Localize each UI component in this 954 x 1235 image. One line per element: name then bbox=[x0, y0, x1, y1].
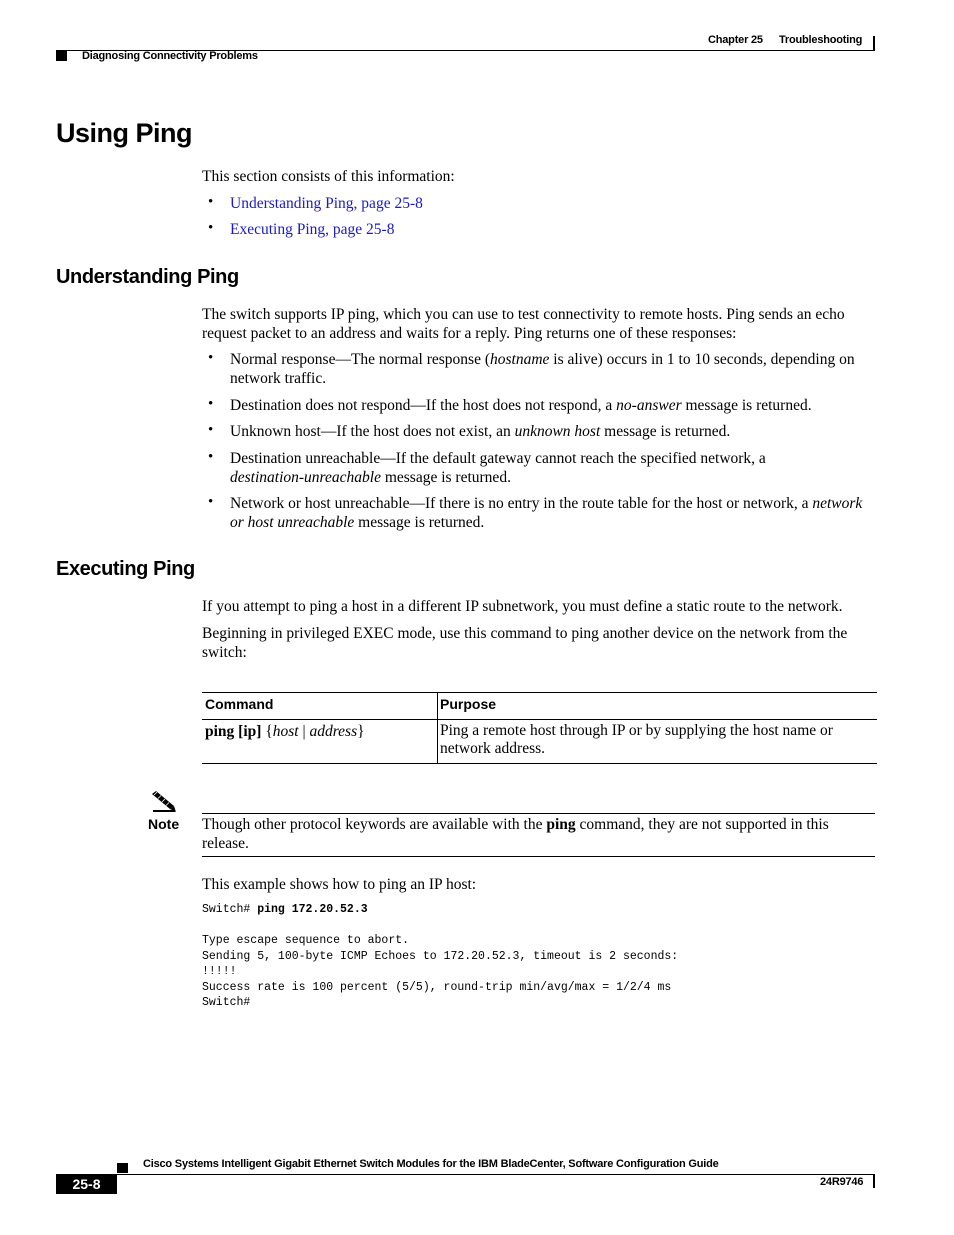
note-pencil-icon bbox=[150, 790, 178, 814]
header-vertical-bar bbox=[873, 36, 875, 50]
response-item-network-unreachable: Network or host unreachable—If there is no entry in the route table for the host or network, a network or host unreachable message is returned. bbox=[230, 495, 863, 531]
toc-link-executing-ping[interactable]: Executing Ping, page 25-8 bbox=[230, 221, 395, 238]
bullet-icon: • bbox=[208, 220, 214, 236]
footer-marker-block bbox=[117, 1163, 128, 1173]
table-header-rule bbox=[202, 719, 877, 720]
table-header-purpose: Purpose bbox=[440, 696, 497, 712]
header-chapter-title: Troubleshooting bbox=[779, 34, 863, 46]
response-item-destination-unreachable: Destination unreachable—If the default gateway cannot reach the specified network, a destination-unreachable message is returned. bbox=[230, 450, 766, 486]
bullet-icon: • bbox=[208, 449, 214, 465]
bullet-icon: • bbox=[208, 350, 214, 366]
header-marker-block bbox=[56, 51, 67, 61]
response-item-unknown-host: Unknown host—If the host does not exist, an unknown host message is returned. bbox=[230, 423, 731, 440]
response-item-no-answer: Destination does not respond—If the host does not respond, a no-answer message is returned. bbox=[230, 397, 812, 414]
response-item-normal: Normal response—The normal response (hostname is alive) occurs in 1 to 10 seconds, depending on network traffic. bbox=[230, 351, 855, 387]
toc-link-understanding-ping[interactable]: Understanding Ping, page 25-8 bbox=[230, 195, 423, 212]
header-chapter: Chapter 25 bbox=[708, 34, 763, 46]
intro-text: This section consists of this information: bbox=[202, 168, 455, 185]
table-column-divider bbox=[437, 692, 438, 764]
example-intro: This example shows how to ping an IP host: bbox=[202, 876, 477, 893]
note-text: Though other protocol keywords are available with the ping command, they are not supported in this release. bbox=[202, 816, 829, 852]
understanding-paragraph: The switch supports IP ping, which you can use to test connectivity to remote hosts. Ping sends an echo request packet to an address and waits for a reply. Ping returns one of these responses: bbox=[202, 306, 845, 342]
bullet-icon: • bbox=[208, 194, 214, 210]
footer-book-title: Cisco Systems Intelligent Gigabit Ethernet Switch Modules for the IBM BladeCenter, Software Configuration Guide bbox=[143, 1158, 719, 1170]
code-output-line: Type escape sequence to abort. bbox=[202, 934, 410, 947]
code-output-line: Switch# bbox=[202, 996, 251, 1009]
section-heading-understanding: Understanding Ping bbox=[56, 266, 239, 288]
footer-doc-id: 24R9746 bbox=[820, 1176, 864, 1188]
header-section: Diagnosing Connectivity Problems bbox=[82, 50, 258, 62]
footer-vertical-bar bbox=[873, 1175, 875, 1188]
table-header-command: Command bbox=[205, 696, 274, 712]
bullet-icon: • bbox=[208, 494, 214, 510]
table-cell-purpose: Ping a remote host through IP or by supplying the host name or network address. bbox=[440, 722, 833, 757]
executing-paragraph-1: If you attempt to ping a host in a different IP subnetwork, you must define a static route to the network. bbox=[202, 598, 843, 615]
bullet-icon: • bbox=[208, 396, 214, 412]
footer-rule bbox=[56, 1174, 875, 1175]
table-cell-command: ping [ip] {host | address} bbox=[205, 723, 365, 740]
code-output-line: Success rate is 100 percent (5/5), round-trip min/avg/max = 1/2/4 ms bbox=[202, 980, 672, 994]
code-output-line: Sending 5, 100-byte ICMP Echoes to 172.20.52.3, timeout is 2 seconds: bbox=[202, 949, 679, 963]
table-top-rule bbox=[202, 692, 877, 693]
footer-page-number: 25-8 bbox=[72, 1176, 101, 1192]
page-title: Using Ping bbox=[56, 118, 192, 148]
note-bottom-rule bbox=[202, 856, 875, 857]
note-top-rule bbox=[202, 813, 875, 814]
bullet-icon: • bbox=[208, 422, 214, 438]
note-label: Note bbox=[148, 816, 180, 832]
executing-paragraph-2: Beginning in privileged EXEC mode, use this command to ping another device on the network from the switch: bbox=[202, 625, 848, 661]
code-command-line: Switch# ping 172.20.52.3 bbox=[202, 903, 368, 916]
section-heading-executing: Executing Ping bbox=[56, 558, 195, 580]
code-output-line: !!!!! bbox=[202, 965, 237, 978]
table-bottom-rule bbox=[202, 763, 877, 764]
